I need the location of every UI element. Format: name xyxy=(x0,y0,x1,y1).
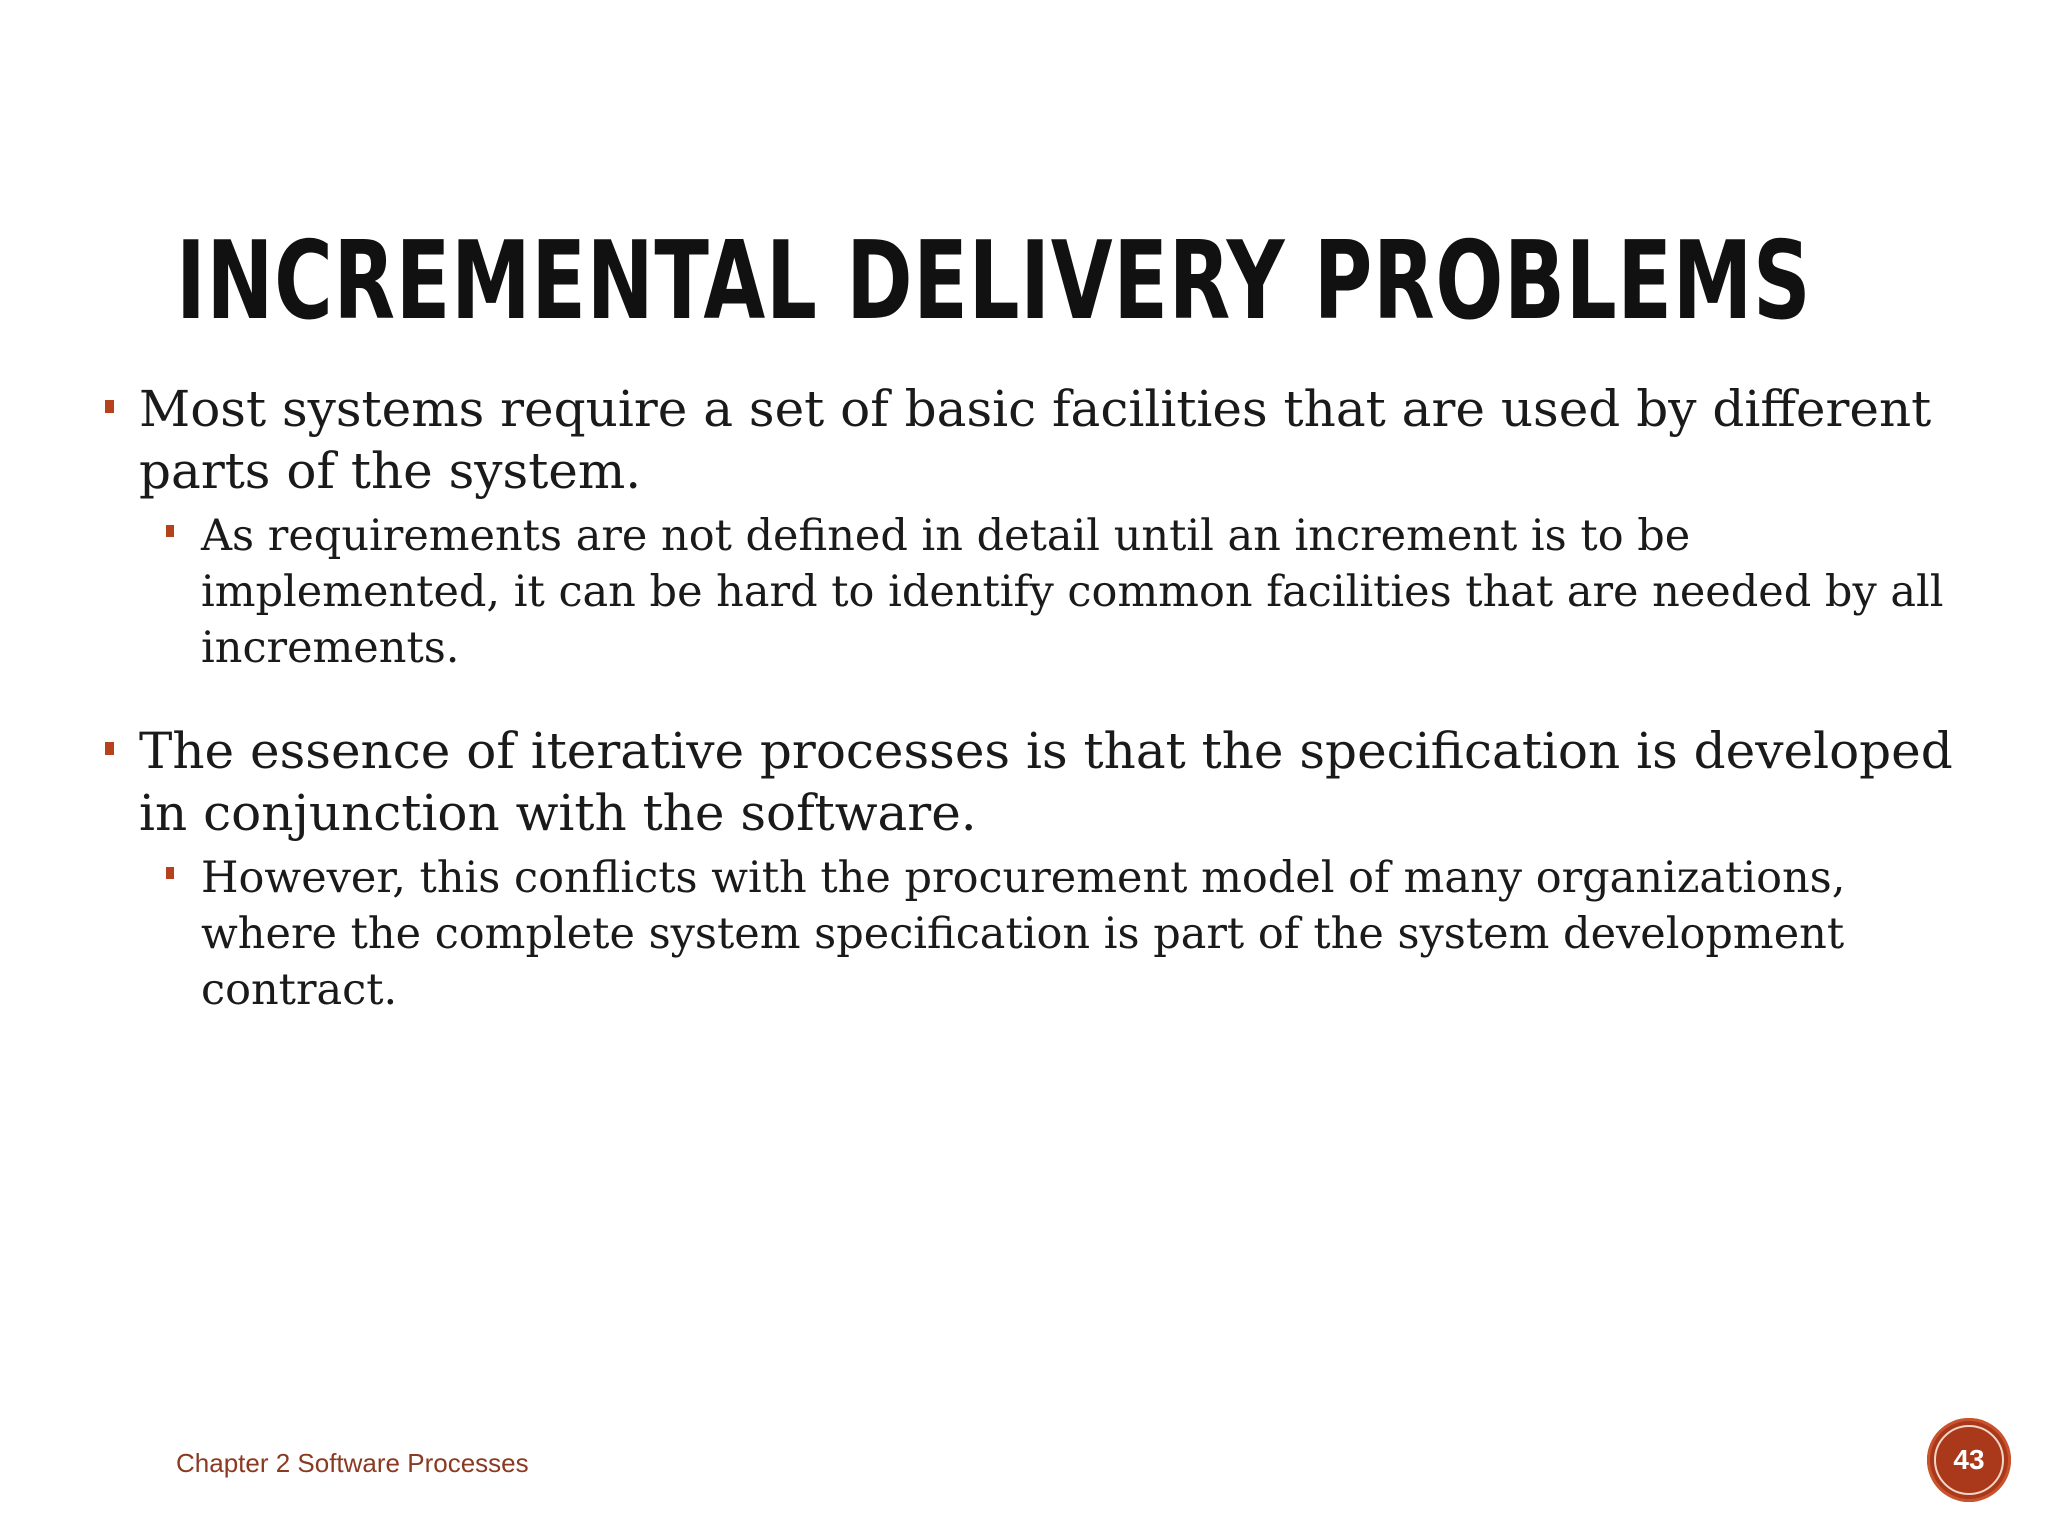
page-number: 43 xyxy=(1953,1444,1985,1475)
sub-bullet-marker-icon xyxy=(166,525,174,537)
sub-bullet-marker-icon xyxy=(166,867,174,879)
sub-bullet-list xyxy=(139,850,1976,1018)
bullet-item xyxy=(96,378,1976,676)
sub-bullet-list xyxy=(139,508,1976,676)
bullet-marker-icon xyxy=(105,742,114,755)
bullet-list xyxy=(96,378,1976,1018)
page-number-badge xyxy=(1927,1418,2011,1502)
sub-bullet-item xyxy=(139,508,1976,676)
sub-bullet-item xyxy=(139,850,1976,1018)
sub-bullet-text: As requirements are not defined in detail until an increment is to be implemented, it can be hard to identify common facilities that are needed by all increments. xyxy=(201,511,1944,673)
sub-bullet-text: However, this conflicts with the procurement model of many organizations, where the complete system specification is part of the system development contract. xyxy=(201,853,1846,1015)
bullet-marker-icon xyxy=(105,400,114,413)
slide-title: INCREMENTAL DELIVERY PROBLEMS xyxy=(176,219,1812,344)
bullet-item xyxy=(96,720,1976,1018)
bullet-text: Most systems require a set of basic facilities that are used by different parts of the system. xyxy=(139,380,1932,500)
footer-chapter-label: Chapter 2 Software Processes xyxy=(176,1448,529,1478)
bullet-text: The essence of iterative processes is that the specification is developed in conjunction with the software. xyxy=(139,722,1953,842)
